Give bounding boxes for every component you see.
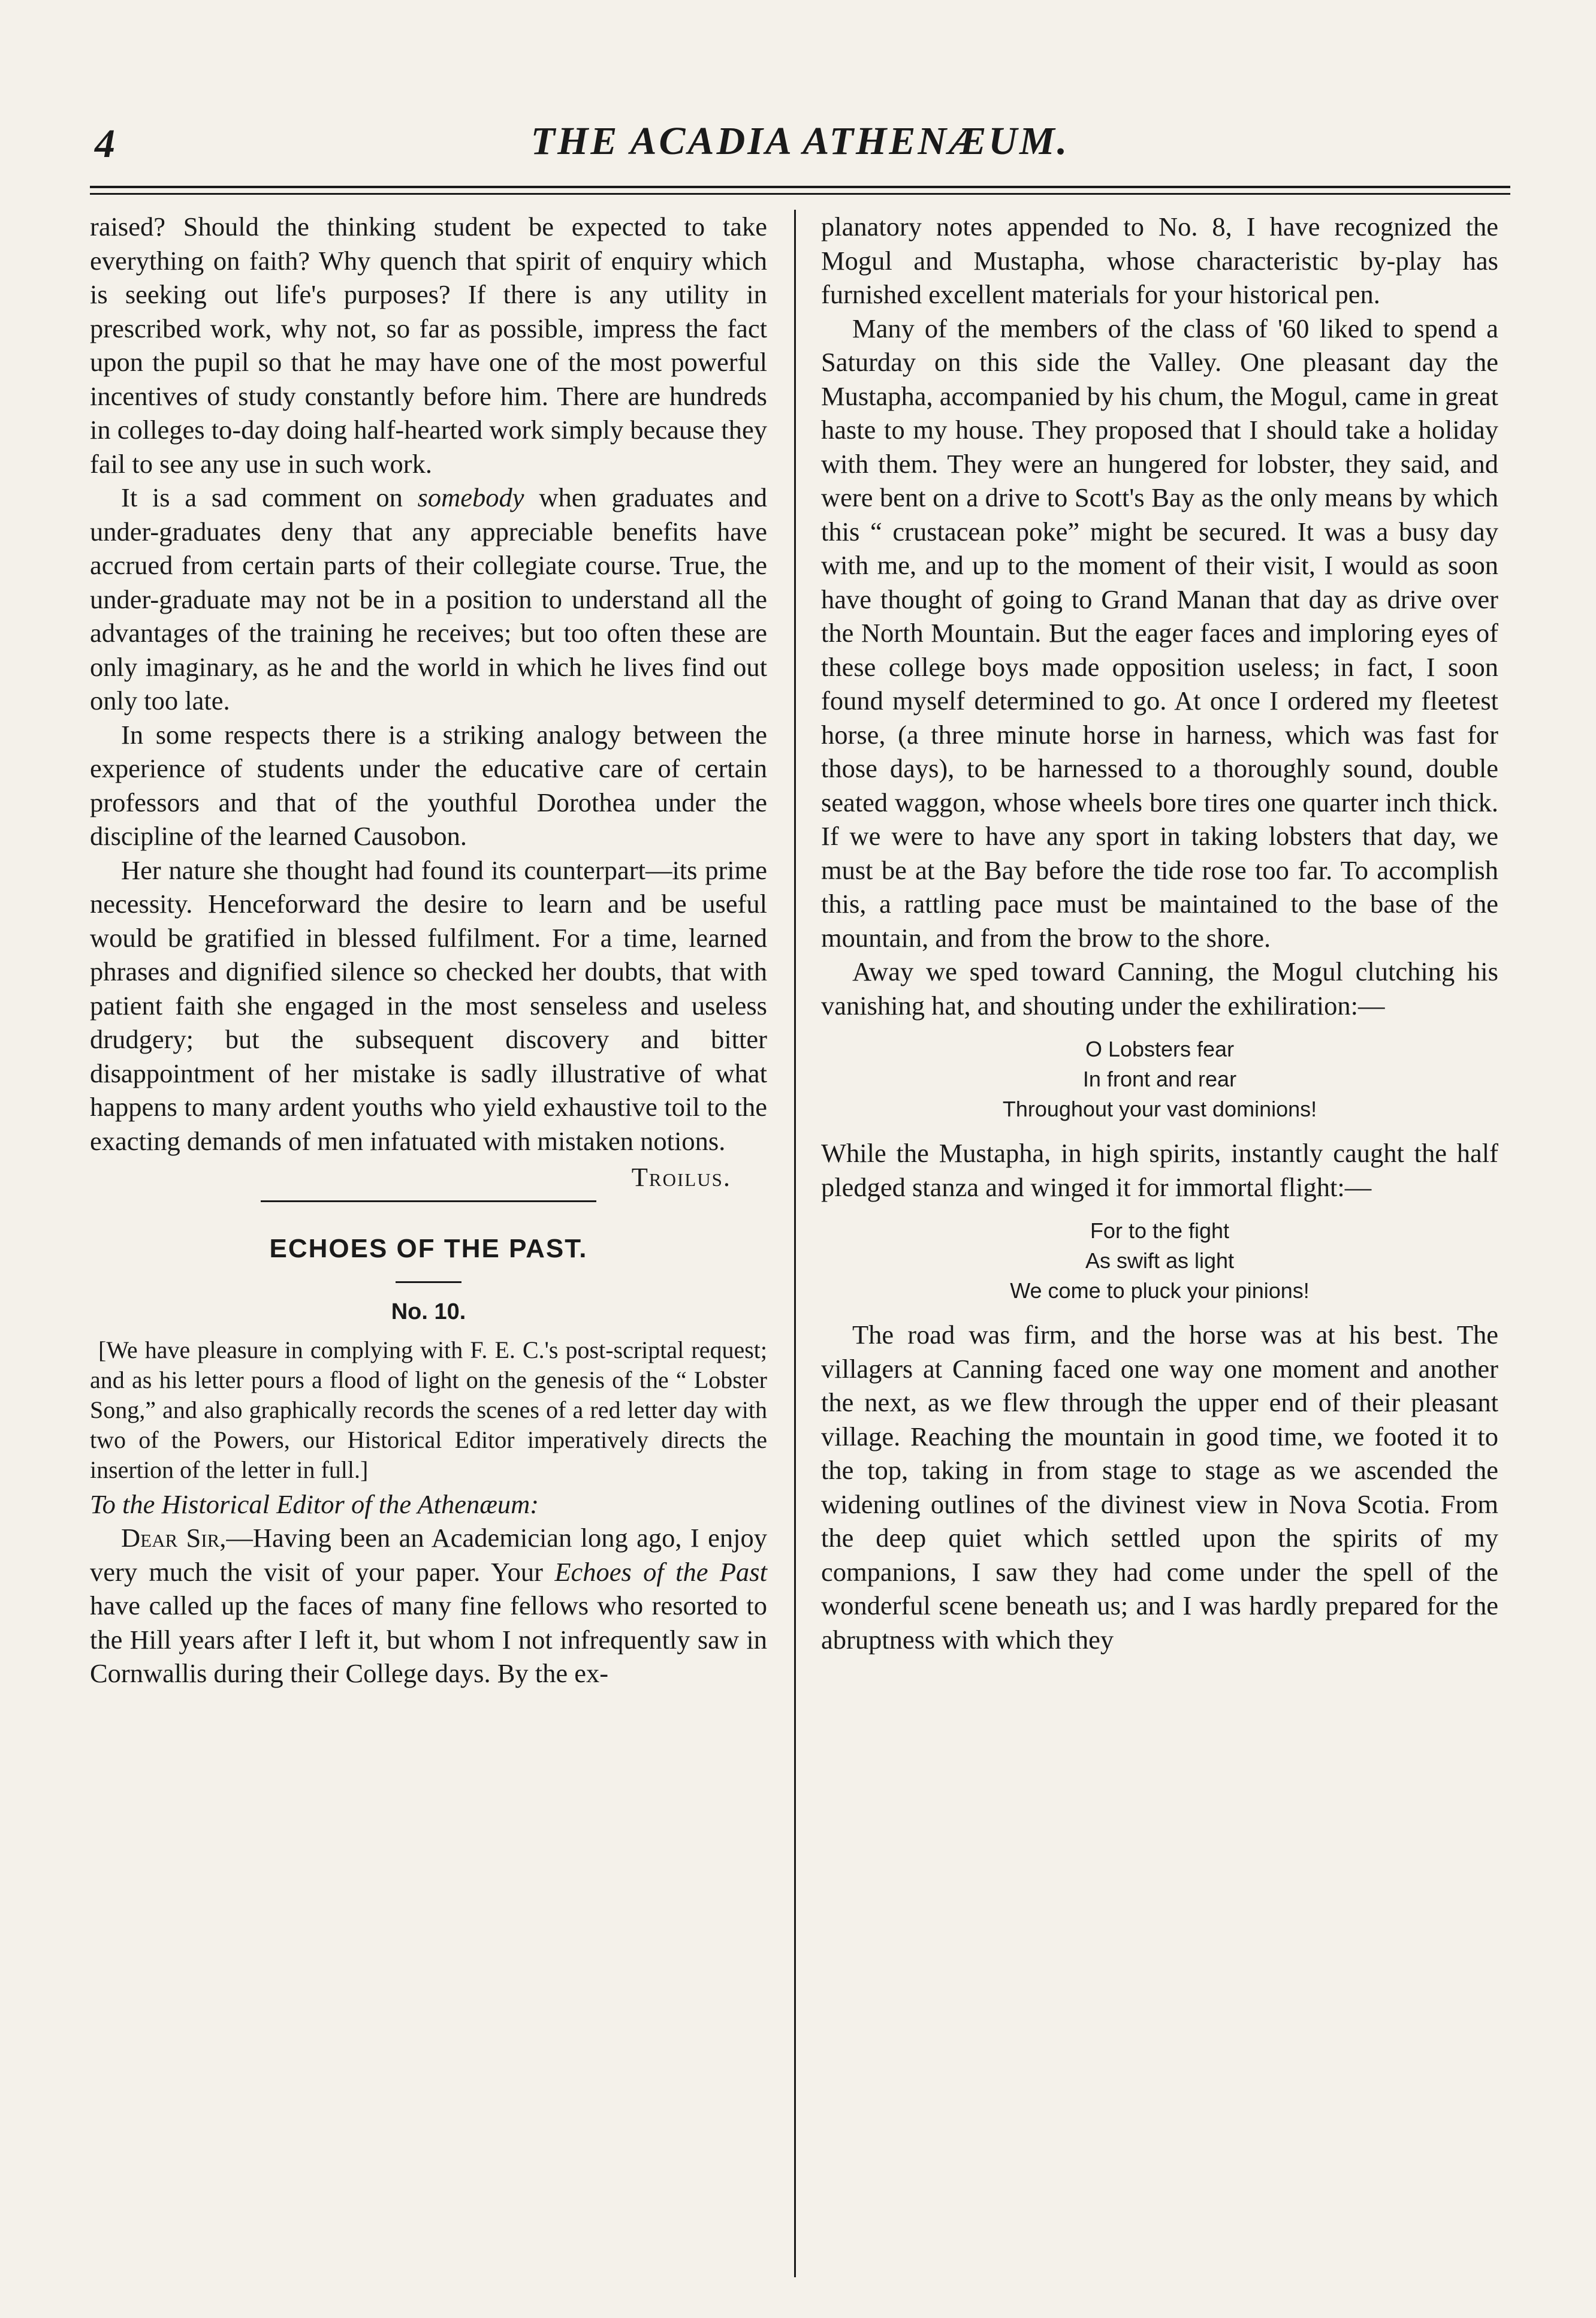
section-divider bbox=[261, 1200, 596, 1202]
paragraph: raised? Should the thinking student be expected to take everything on faith? Why quench that spirit of enquiry which is seeking out life's purposes? If there is any utility in prescribed work, why not, so far as possible, impress the fact upon the pupil so that he may have one of the most powerful incentives of study constantly before him. There are hundreds in colleges to-day doing half-hearted work simply because they fail to see any use in such work. bbox=[90, 212, 767, 479]
salutation-opening: Dear Sir, bbox=[121, 1523, 227, 1553]
text-run: when graduates and under-graduates deny that any appreciable benefits have accrued from certain parts of their collegiate course. True, the under-graduate may not be in a position to understand all the advantages of the training he receives; but too often these are only imaginary, as he and the world in which he lives find out only too late. bbox=[90, 482, 767, 716]
paragraph bbox=[90, 1521, 767, 1691]
header-rule-secondary bbox=[90, 193, 1510, 195]
signature: Troilus. bbox=[631, 1162, 731, 1192]
verse-line: For to the fight bbox=[1090, 1218, 1230, 1243]
paragraph: In some respects there is a striking analogy between the experience of students under the educative care of certain professors and that of the youthful Dorothea under the discipline of the learned Causobon. bbox=[90, 719, 767, 851]
verse-line: We come to pluck your pinions! bbox=[1010, 1278, 1310, 1303]
section-heading: ECHOES OF THE PAST. bbox=[269, 1233, 588, 1263]
right-column bbox=[821, 210, 1498, 1656]
paragraph bbox=[90, 481, 767, 718]
emphasis: somebody bbox=[417, 482, 524, 512]
editorial-note: [We have pleasure in complying with F. E. C.'s post-scriptal request; and as his letter pours a flood of light on the genesis of the “ Lobster Song,” and also graphically records the scenes of a red letter day with two of the Powers, our Historical Editor imperatively directs the insertion of the letter in full.] bbox=[90, 1336, 767, 1483]
header-rule bbox=[90, 186, 1510, 188]
left-column bbox=[90, 210, 767, 1691]
paragraph: The road was firm, and the horse was at his best. The villagers at Canning faced one way one moment and another the next, as we flew through the upper end of their pleasant village. Reaching the mountain in good time, we footed it to the top, taking in from stage to stage as we ascended the widening outlines of the divinest view in Nova Scotia. From the deep quiet which settled upon the spirits of my companions, I saw they had come under the spell of the wonderful scene beneath us; and I was hardly prepared for the abruptness with which they bbox=[821, 1320, 1498, 1655]
paragraph: Many of the members of the class of '60 liked to spend a Saturday on this side the Valley. One pleasant day the Mustapha, accompanied by his chum, the Mogul, came in great haste to my house. They proposed that I should take a holiday with them. They were an hungered for lobster, they said, and were bent on a drive to Scott's Bay as the only means by which this “ crustacean poke” might be secured. It was a busy day with me, and up to the moment of their visit, I would as soon have thought of going to Grand Manan that day as drive over the North Mountain. But the eager faces and imploring eyes of these college boys made opposition useless; in fact, I soon found myself determined to go. At once I ordered my fleetest horse, (a three minute horse in harness, which was fast for those days), to be harnessed to a thoroughly sound, double seated waggon, whose wheels bore tires one quarter inch thick. If we were to have any sport in taking lobsters that day, we must be at the Bay before the tide rose too far. To accomplish this, a rattling pace must be maintained to the base of the mountain, and from the brow to the shore. bbox=[821, 313, 1498, 953]
emphasis: Echoes of the Past bbox=[554, 1556, 767, 1587]
page-number: 4 bbox=[95, 120, 115, 166]
heading-rule bbox=[396, 1281, 461, 1283]
text-run: —Having been an Academician long ago, I enjoy very much the visit of your paper. Your bbox=[90, 1523, 767, 1587]
paragraph: Her nature she thought had found its counterpart—its prime necessity. Henceforward the desire to learn and be useful would be gratified in blessed fulfilment. For a time, learned phrases and dignified silence so checked her doubts, that with patient faith she engaged in the most senseless and useless drudgery; but the subsequent discovery and bitter disappointment of her mistake is sadly illustrative of what happens to many ardent youths who yield exhaustive toil to the exacting demands of men infatuated with mistaken notions. bbox=[90, 855, 767, 1156]
newspaper-page bbox=[90, 108, 1510, 2277]
verse-line: As swift as light bbox=[1085, 1248, 1235, 1273]
verse-line: Throughout your vast dominions! bbox=[1002, 1097, 1317, 1121]
text-run: have called up the faces of many fine fellows who resorted to the Hill years after I left it, but whom I not infrequently saw in Cornwallis during their College days. By the ex- bbox=[90, 1590, 767, 1688]
verse bbox=[821, 1216, 1498, 1306]
paragraph: While the Mustapha, in high spirits, instantly caught the half pledged stanza and winged it for immortal flight:— bbox=[821, 1138, 1498, 1202]
verse-line: O Lobsters fear bbox=[1085, 1037, 1235, 1061]
running-title: THE ACADIA ATHENÆUM. bbox=[530, 119, 1070, 163]
paragraph: Away we sped toward Canning, the Mogul clutching his vanishing hat, and shouting under the exhiliration:— bbox=[821, 956, 1498, 1021]
salutation: To the Historical Editor of the Athenæum: bbox=[90, 1489, 539, 1519]
letter-number: No. 10. bbox=[391, 1299, 466, 1324]
verse bbox=[821, 1034, 1498, 1124]
verse-line: In front and rear bbox=[1082, 1067, 1237, 1091]
column-divider bbox=[794, 210, 796, 2277]
page-header bbox=[90, 108, 1510, 174]
text-run: It is a sad comment on bbox=[121, 482, 418, 512]
paragraph: planatory notes appended to No. 8, I have recognized the Mogul and Mustapha, whose characteristic by-play has furnished excellent materials for your historical pen. bbox=[821, 212, 1498, 309]
